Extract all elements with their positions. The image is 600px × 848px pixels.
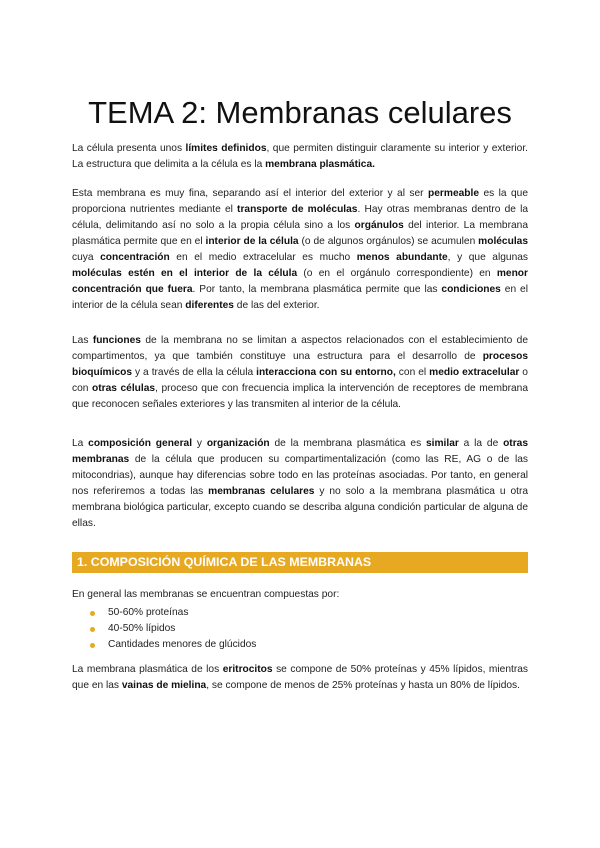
text-run: , que permiten distinguir claramente su interior y exterior. La estructura que delimita a la célula es la — [72, 143, 528, 170]
text-run: con el — [395, 367, 430, 378]
text-run: de las del exterior. — [233, 300, 320, 311]
text-run: . Hay otras membranas dentro de la célula, delimitando así no solo a la propia célula sino a los — [72, 204, 529, 231]
list-item — [90, 621, 256, 637]
text-run: o con — [72, 367, 528, 394]
paragraph-eritrocitos — [72, 662, 528, 694]
text-run: (o en el orgánulo correspondiente) en — [297, 268, 497, 279]
bold-term: límites definidos — [185, 143, 267, 154]
text-run: de la célula que producen su compartimentalización (como las RE, AG o de las mitocondrias), aunque hay diferencias sobre todo en las proteínas asociadas. Por tanto, en general nos referiremos a todas las — [72, 454, 528, 497]
section-heading-composicion: 1. COMPOSICIÓN QUÍMICA DE LAS MEMBRANAS — [72, 552, 528, 573]
bold-term: menos abundante — [356, 252, 448, 263]
text-run: en el interior de la célula sean — [72, 284, 528, 311]
text-run: , proceso que con frecuencia implica la intervención de receptores de membrana que reconocen señales exteriores y las transmiten al interior de la célula. — [72, 383, 528, 410]
text-run: a la de — [458, 438, 504, 449]
text-run: Esta membrana es muy fina, separando así el interior del exterior y al ser — [72, 188, 429, 199]
bullet-dot-icon — [90, 643, 95, 648]
text-run: (o de algunos orgánulos) se acumulen — [298, 236, 479, 247]
paragraph-funciones — [72, 333, 528, 413]
text-run: , se compone de menos de 25% proteínas y hasta un 80% de lípidos. — [206, 680, 520, 691]
bold-term: funciones — [92, 335, 141, 346]
bold-term: procesos bioquímicos — [72, 351, 528, 378]
page-title: TEMA 2: Membranas celulares — [88, 94, 512, 130]
list-item — [90, 605, 256, 621]
bold-term: similar — [426, 438, 459, 449]
text-run: En general las membranas se encuentran compuestas por: — [72, 589, 340, 600]
paragraph-composicion-general — [72, 436, 528, 532]
paragraph-limites — [72, 141, 528, 173]
text-run: cuya — [72, 252, 101, 263]
list-item — [90, 637, 256, 653]
list-item-text: Cantidades menores de glúcidos — [108, 639, 257, 650]
bold-term: menor concentración que fuera — [72, 268, 528, 295]
bold-term: interior de la célula — [205, 236, 299, 247]
bold-term: otras membranas — [72, 438, 528, 465]
bullet-dot-icon — [90, 627, 95, 632]
text-run: y — [192, 438, 207, 449]
text-run: La membrana plasmática de los — [72, 664, 223, 675]
bold-term: membranas celulares — [208, 486, 315, 497]
text-run: en el medio extracelular es mucho — [169, 252, 357, 263]
text-run: y a través de ella la célula — [132, 367, 257, 378]
bold-term: composición general — [88, 438, 193, 449]
bold-term: moléculas estén en el interior de la célula — [72, 268, 298, 279]
text-run: Las — [72, 335, 93, 346]
bold-term: diferentes — [185, 300, 234, 311]
bold-term: concentración — [100, 252, 170, 263]
text-run: se compone de 50% proteínas y 45% lípidos, mientras que en las — [72, 664, 528, 691]
bold-term: condiciones — [441, 284, 501, 295]
text-run: , y que algunas — [447, 252, 528, 263]
bold-term: orgánulos — [354, 220, 404, 231]
paragraph-membrana-fina — [72, 186, 528, 314]
bold-term: moléculas — [478, 236, 528, 247]
paragraph-intro-composicion — [72, 587, 528, 603]
text-run: es la que proporciona nutrientes mediante el — [72, 188, 529, 215]
text-run: de la membrana no se limitan a aspectos relacionados con el establecimiento de compartimentos, ya que también constituye una estructura para el desarrollo de — [72, 335, 528, 362]
bold-term: transporte de moléculas — [237, 204, 358, 215]
bold-term: eritrocitos — [222, 664, 273, 675]
composition-list — [90, 605, 256, 653]
text-run: de la membrana plasmática es — [269, 438, 426, 449]
bullet-dot-icon — [90, 611, 95, 616]
bold-term: medio extracelular — [429, 367, 520, 378]
list-item-text: 40-50% lípidos — [108, 623, 176, 634]
list-item-text: 50-60% proteínas — [108, 607, 189, 618]
bold-term: interacciona con su entorno, — [256, 367, 396, 378]
bold-term: vainas de mielina — [121, 680, 207, 691]
text-run: . Por tanto, la membrana plasmática permite que las — [192, 284, 442, 295]
text-run: y no solo a la membrana plasmática u otra membrana biológica particular, excepto cuando se describa alguna condición particular de alguna de ellas. — [72, 486, 529, 529]
bold-term: permeable — [428, 188, 479, 199]
bold-term: organización — [206, 438, 270, 449]
text-run: La — [72, 438, 89, 449]
text-run: La célula presenta unos — [72, 143, 186, 154]
bold-term: otras células — [92, 383, 156, 394]
bold-term: membrana plasmática. — [265, 159, 375, 170]
text-run: del interior. La membrana plasmática permite que en el — [72, 220, 528, 247]
